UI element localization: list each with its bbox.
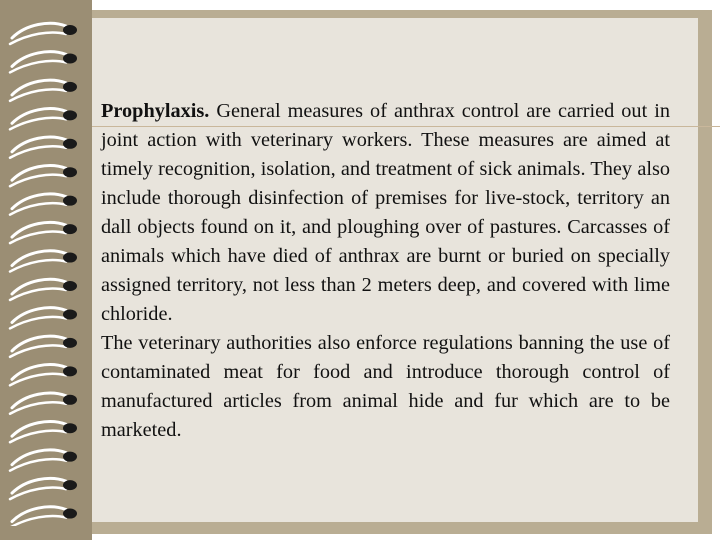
binding-ring-icon: [10, 308, 77, 329]
binding-ring-icon: [10, 23, 77, 44]
paragraph-1-text: General measures of anthrax control are carried out in joint action with veterinary workers. These measures are aimed at timely recognition, isolation, and treatment of sick animals. They also include thorough disinfection of premises for live-stock, territory an dall objects found on it, and ploughing over of pastures. Carcasses of animals which have died of anthrax are burnt or buried on specially assigned territory, not less than 2 meters deep, and covered with lime chloride.: [101, 100, 670, 325]
binding-ring-icon: [10, 52, 77, 73]
binding-ring-icon: [10, 507, 77, 526]
binding-ring-icon: [10, 365, 77, 386]
paragraph-1: [101, 97, 670, 329]
paragraph-1-lead: Prophylaxis.: [101, 100, 210, 122]
binding-ring-icon: [10, 336, 77, 357]
spiral-binding-rings-icon: [6, 14, 86, 526]
binding-ring-icon: [10, 80, 77, 101]
binding-ring-icon: [10, 279, 77, 300]
binding-ring-icon: [10, 166, 77, 187]
slide-body: [101, 97, 670, 445]
binding-ring-icon: [10, 478, 77, 499]
binding-ring-icon: [10, 450, 77, 471]
binding-ring-icon: [10, 222, 77, 243]
paragraph-2: [101, 329, 670, 445]
binding-ring-icon: [10, 194, 77, 215]
binding-ring-icon: [10, 251, 77, 272]
binding-ring-icon: [10, 137, 77, 158]
paragraph-2-text: The veterinary authorities also enforce regulations banning the use of contaminated meat for food and introduce thorough control of manufactured articles from animal hide and fur which are to be marketed.: [101, 332, 670, 441]
binding-ring-icon: [10, 109, 77, 130]
binding-ring-icon: [10, 393, 77, 414]
binding-ring-icon: [10, 422, 77, 443]
